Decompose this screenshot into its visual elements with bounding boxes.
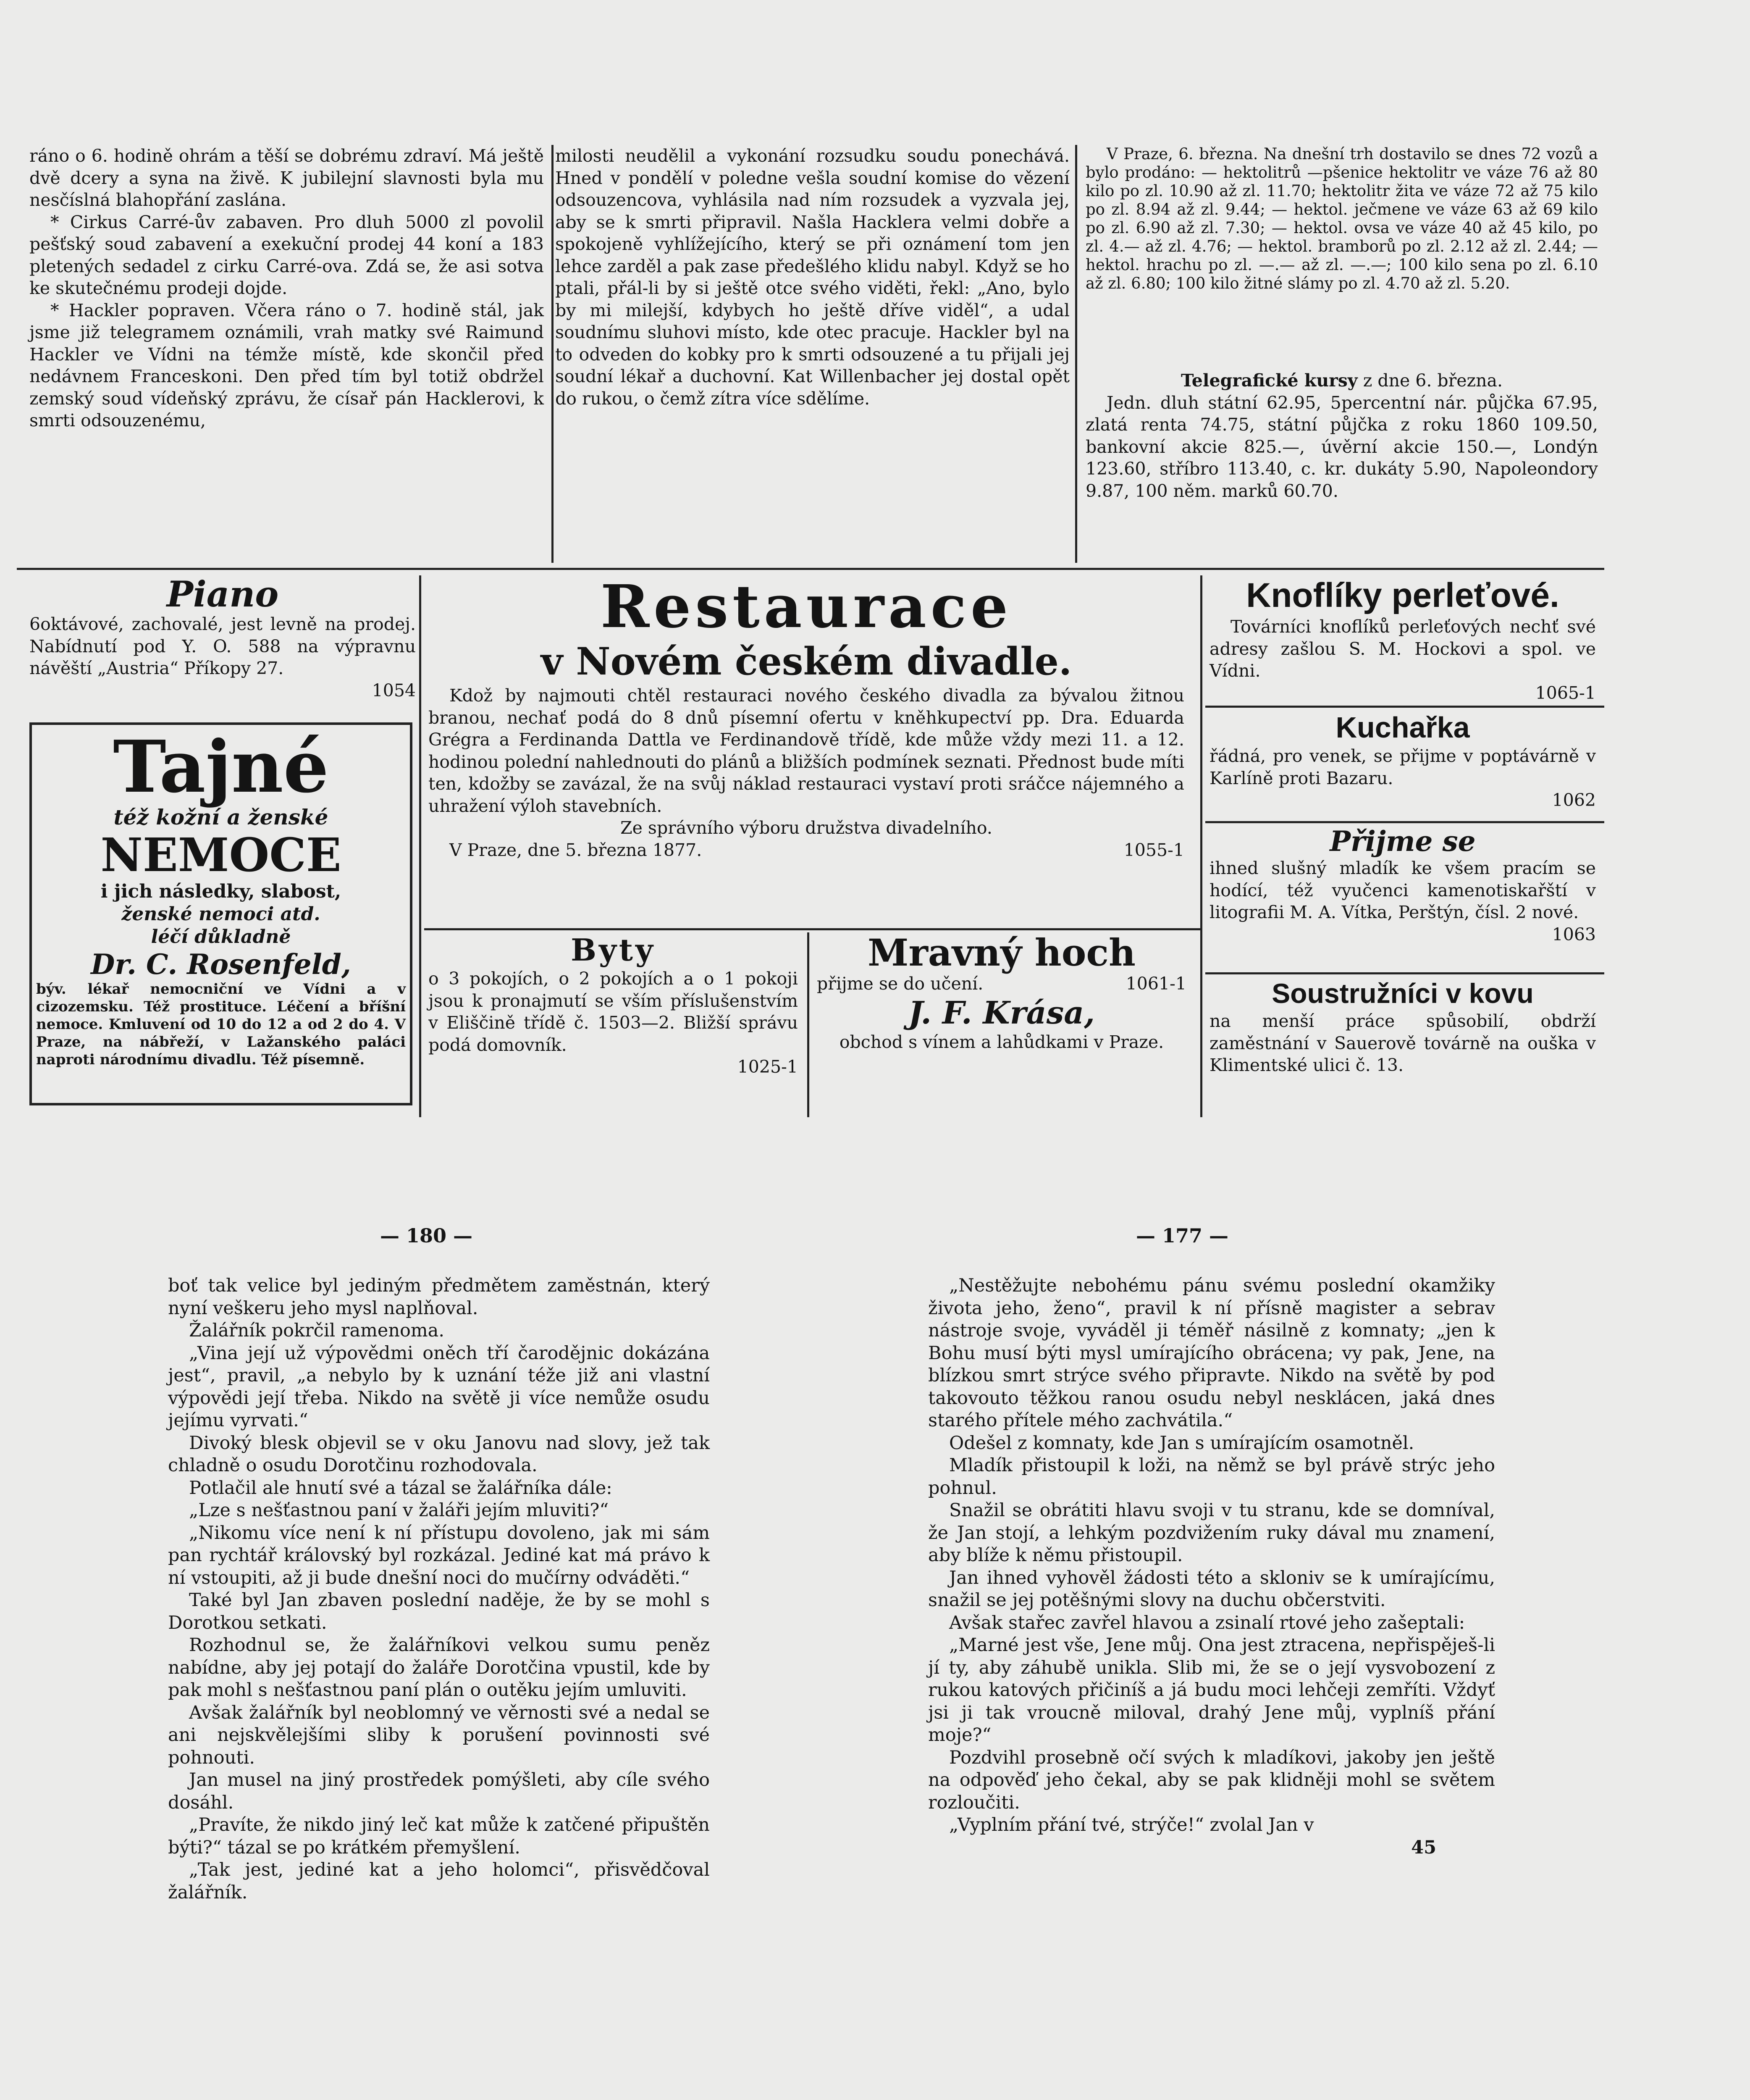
ad-hoch-text2: obchod s vínem a lahůdkami v Praze. (839, 1032, 1164, 1052)
ad-byty-title: Byty (571, 932, 656, 968)
market-report-text: V Praze, 6. března. Na dnešní trh dostavilo se dnes 72 vozů a bylo prodáno: — hektolitrů —pšenice hektolitr ve váze 76 až 80 kilo po zl. 10.90 až zl. 11.70; hektolitr žita ve váze 72 až 75 kilo po zl. 8.94 až zl. 9.44; — hektol. ječmene ve váze 63 až 69 kilo po zl. 6.90 až zl. 7.30; — hektol. ovsa ve váze 40 až 45 kilo, po zl. 4.— až zl. 4.76; — hektol. bramborů po zl. 2.12 až zl. 2.44; — hektol. hrachu po zl. —.— až zl. —.—; 100 kilo sena po zl. 6.10 až zl. 6.80; 100 kilo žitné slámy po zl. 4.70 až zl. 5.20. (1086, 145, 1598, 292)
ad-divider (1205, 706, 1604, 708)
ad-kucharka-code: 1062 (1552, 790, 1596, 810)
story-paragraph: Žalářník pokrčil ramenoma. (189, 1320, 444, 1341)
ad-piano-text: 6oktávové, zachovalé, jest levně na prodej. Nabídnutí pod Y. O. 588 na výpravnu návěští „Austria“ Příkopy 27. (29, 614, 416, 678)
ad-hoch-name: J. F. Krása, (908, 995, 1095, 1031)
story-paragraph: „Nikomu více není k ní přístupu dovoleno, jak mi sám pan rychtář královský byl rozkázal. Jediné kat má právo k ní vstoupiti, až ji bude dnešní noci do mučírny odváděti.“ (168, 1522, 710, 1588)
ad-restaurace-text2: Ze správního výboru družstva divadelního. (620, 818, 992, 838)
story-paragraph: „Marné jest vše, Jene můj. Ona jest ztracena, nepřispěješ-li jí ty, aby záhubě unikla. Slib mi, že se o její vysvobození z rukou katových přičiníš a já budu moci lehčeji zemříti. Vždyť jsi ji tak vroucně miloval, drahý Jene můj, vyplníš přání moje?“ (928, 1635, 1495, 1746)
ad-restaurace-title1: Restaurace (600, 572, 1013, 641)
ad-tajne-nemoce: NEMOCE (100, 828, 341, 882)
story-paragraph: Avšak žalářník byl neoblomný ve věrnosti své a nedal se ani nejskvělejšími sliby k porušení povinnosti své pohnouti. (168, 1702, 710, 1768)
story-paragraph: Také byl Jan zbaven poslední naděje, že by se mohl s Dorotkou setkati. (168, 1590, 710, 1633)
ad-tajne-nemoce (29, 722, 412, 1105)
ad-prijme-code: 1063 (1552, 924, 1596, 945)
ad-tajne-text: býv. lékař nemocniční ve Vídni a v cizozemsku. Též prostituce. Léčení a bříšní nemoce. Kmluvení od 10 do 12 a od 2 do 4. V Praze, na nábřeží, v Lažanského paláci naproti národnímu divadlu. Též písemně. (36, 981, 406, 1068)
ad-hoch-code: 1061-1 (1126, 974, 1186, 994)
story-paragraph: Potlačil ale hnutí své a tázal se žalářníka dále: (189, 1477, 612, 1499)
ad-knofliky-code: 1065-1 (1535, 682, 1596, 703)
ad-hoch-text: přijme se do učení. (817, 974, 984, 994)
story-paragraph: Odešel z komnaty, kde Jan s umírajícím osamotněl. (949, 1432, 1414, 1454)
column-divider (1200, 575, 1202, 1117)
ad-prijme-title: Přijme se (1330, 825, 1476, 858)
ad-kucharka (1210, 710, 1596, 811)
story-paragraph: „Lze s nešťastnou paní v žaláři jejím mluviti?“ (189, 1500, 609, 1521)
story-paragraph: „Vina její už výpovědmi oněch tří čarodějnic dokázána jest“, pravil, „a nebylo by k uznání téže již ani vlastní výpovědi její třeba. Nikdo na světě ji více nemůže osudu jejímu vyrvati.“ (168, 1342, 710, 1431)
signature-mark: 45 (1411, 1837, 1436, 1858)
news-column-1 (29, 145, 544, 432)
telegraph-rates (1086, 370, 1598, 502)
section-divider (424, 928, 1201, 930)
news-item-hackler-cont: milosti neudělil a vykonání rozsudku soudu ponechává. Hned v pondělí v poledne vešla soudní komise do vězení odsouzencova, vyhlásila nad ním rozsudek a vyzvala jej, aby se k smrti připravil. Našla Hacklera velmi dobře a spokojeně vyhlížejícího, který se při oznámení tom jen lehce zarděl a pak zase předešlého klidu nabyl. Když se ho ptali, přál-li by si ještě otce svého viděti, řekl: „Ano, bylo by mi milejší, kdybych ho ještě dříve viděl“, a udal soudnímu sluhovi místo, kde otec pracuje. Hackler byl na to odveden do kobky pro k smrti odsouzené a tu přijali jej soudní lékař a duchovní. Kat Willenbacher jej dostal opět do rukou, o čemž zítra více sdělíme. (555, 146, 1070, 409)
ad-piano (29, 575, 416, 701)
story-paragraph: Avšak stařec zavřel hlavou a zsinalí rtové jeho zašeptali: (949, 1612, 1465, 1633)
ad-tajne-line2: též kožní a ženské (113, 805, 328, 830)
kursy-title: Telegrafické kursy (1181, 370, 1358, 391)
column-divider (419, 575, 421, 1117)
story-paragraph: Divoký blesk objevil se v oku Janovu nad slovy, jež tak chladně o osudu Dorotčinu rozhodovala. (168, 1432, 710, 1476)
news-item-hackler: * Hackler popraven. Včera ráno o 7. hodině stál, jak jsme již telegramem oznámili, vrah matky své Raimund Hackler ve Vídni na témže místě, kde skončil před nedávnem Franceskoni. Den před tím byl totiž obdržel zemský soud vídeňský zprávu, že císař pán Hacklerovi, k smrti odsouzenému, (29, 300, 544, 430)
story-paragraph: Rozhodnul se, že žalářníkovi velkou sumu peněz nabídne, aby jej potají do žaláře Dorotčina vpustil, kde by pak mohl s nešťastnou paní plán o outěku jejím umluviti. (168, 1635, 710, 1701)
ad-byty-text: o 3 pokojích, o 2 pokojích a o 1 pokoji jsou k pronajmutí se vším příslušenstvím v Eliščině třídě č. 1503—2. Bližší správu podá domovník. (428, 969, 798, 1055)
ad-tajne-line4: ženské nemoci atd. (121, 903, 320, 925)
ad-divider (1205, 972, 1604, 974)
story-column-left (168, 1275, 710, 1904)
ad-restaurace-title2: v Novém českém divadle. (540, 639, 1072, 684)
news-item-cirkus: * Cirkus Carré-ův zabaven. Pro dluh 5000 zl povolil pešťský soud zabavení a exekuční prodej 44 koní a 183 pletených sedadel z cirku Carré-ova. Zdá se, že asi sotva ke skutečnému prodeji dojde. (29, 212, 544, 298)
ad-prijme-se (1210, 825, 1596, 945)
ad-piano-title: Piano (166, 573, 279, 615)
ad-restaurace-place: V Praze, dne 5. března 1877. (449, 840, 702, 860)
story-paragraph: Jan ihned vyhověl žádosti této a skloniv se k umírajícímu, snažil se jej potěšnými slovy na duchu občerstviti. (928, 1567, 1495, 1611)
ad-restaurace-code: 1055-1 (1123, 840, 1184, 860)
story-paragraph: Snažil se obrátiti hlavu svoji v tu stranu, kde se domníval, že Jan stojí, a lehkým pozdvižením ruky dával mu znamení, aby blíže k němu přistoupil. (928, 1500, 1495, 1566)
ad-piano-code: 1054 (372, 680, 416, 701)
ad-hoch-title: Mravný hoch (868, 931, 1136, 974)
section-divider (17, 568, 1604, 570)
page-number-left: — 180 — (380, 1224, 473, 1247)
ad-soustruznici-text: na menší práce spůsobilí, obdrží zaměstnání v Sauerově továrně na ouška v Klimentské ulici č. 13. (1210, 1011, 1596, 1075)
ad-byty (428, 932, 798, 1078)
ad-kucharka-title: Kuchařka (1335, 711, 1470, 744)
column-divider (1075, 145, 1077, 563)
story-column-right (928, 1275, 1495, 1859)
story-paragraph: „Tak jest, jediné kat a jeho holomci“, přisvědčoval žalářník. (168, 1859, 710, 1903)
story-paragraph: boť tak velice byl jediným předmětem zaměstnán, který nyní veškeru jeho mysl naplňoval. (168, 1275, 710, 1319)
story-paragraph: „Vyplním přání tvé, strýče!“ zvolal Jan v (949, 1814, 1314, 1835)
ad-kucharka-text: řádná, pro venek, se přijme v poptávárně v Karlíně proti Bazaru. (1210, 746, 1596, 788)
story-paragraph: Mladík přistoupil k loži, na němž se byl právě strýc jeho pohnul. (928, 1455, 1495, 1499)
ad-tajne-line3: i jich následky, slabost, (100, 881, 341, 902)
news-item-jubilee: ráno o 6. hodině ohrám a těší se dobrému zdraví. Má ještě dvě dcery a syna na živě. K jubilejní slavnosti byla mu nesčíslná blahopřání zaslána. (29, 146, 544, 210)
kursy-subtitle: z dne 6. března. (1363, 370, 1503, 391)
kursy-text: Jedn. dluh státní 62.95, 5percentní nár. půjčka 67.95, zlatá renta 74.75, státní půjčka z roku 1860 109.50, bankovní akcie 825.—, úvěrní akcie 150.—, Londýn 123.60, stříbro 113.40, c. kr. dukáty 5.90, Napoleondory 9.87, 100 něm. marků 60.70. (1086, 392, 1598, 501)
story-paragraph: Pozdvihl prosebně očí svých k mladíkovi, jakoby jen ještě na odpověď jeho čekal, aby se pak klidněji mohl se světem rozloučiti. (928, 1747, 1495, 1813)
ad-prijme-text: ihned slušný mladík ke všem pracím se hodící, též vyučenci kamenotiskařští v litografii M. A. Vítka, Perštýn, čísl. 2 nové. (1210, 858, 1596, 922)
ad-restaurace-text: Kdož by najmouti chtěl restauraci nového českého divadla za bývalou žitnou branou, nechať podá do 8 dnů písemní ofertu v kněhkupectví pp. Dra. Eduarda Grégra a Ferdinanda Dattla ve Ferdinandově třídě, kde může vždy mezi 11. a 12. hodinou polední nahlednouti do plánů a bližších podmínek seznati. Přednost bude míti ten, kdožby se zavázal, že na svůj náklad restauraci vystaví proti sráčce nájemného a uhražení výloh stavebních. (428, 685, 1184, 816)
story-paragraph: „Nestěžujte nebohému pánu svému poslední okamžiky života jeho, ženo“, pravil k ní přísně magister a sebrav nástroje svoje, vyváděl ji téměř násilně z komnaty; „jen k Bohu musí býti mysl umírajícího obrácena; vy pak, Jene, na blízkou smrt strýce svého připravte. Nikdo na světě by pod takovouto těžkou ranou osudu nebyl nesklácen, jaká dnes starého přítele mého zachvátila.“ (928, 1275, 1495, 1431)
page-number-right: — 177 — (1136, 1224, 1229, 1247)
ad-knofliky (1210, 575, 1596, 704)
column-divider (551, 145, 554, 563)
ad-soustruznici (1210, 976, 1596, 1076)
ad-mravny-hoch (817, 932, 1186, 1053)
ad-knofliky-text: Továrníci knoflíků perleťových nechť své adresy zašlou S. M. Hockovi a spol. ve Vídni. (1210, 617, 1596, 681)
ad-soustruznici-title: Soustružníci v kovu (1272, 978, 1534, 1009)
news-column-2 (555, 145, 1070, 410)
story-paragraph: Jan musel na jiný prostředek pomýšleti, aby cíle svého dosáhl. (168, 1769, 710, 1813)
story-paragraph: „Pravíte, že nikdo jiný leč kat může k zatčené připuštěn býti?“ tázal se po krátkém přemyšlení. (168, 1814, 710, 1858)
ad-tajne-line5: léčí důkladně (151, 926, 291, 948)
ad-knofliky-title: Knoflíky perleťové. (1246, 576, 1559, 614)
column-divider (807, 932, 809, 1117)
ad-tajne-title: Tajné (113, 725, 329, 809)
ad-byty-code: 1025-1 (737, 1057, 798, 1077)
ad-tajne-doctor: Dr. C. Rosenfeld, (91, 948, 351, 981)
ad-divider (1205, 821, 1604, 823)
ad-restaurace (428, 572, 1184, 861)
market-report (1086, 145, 1598, 293)
